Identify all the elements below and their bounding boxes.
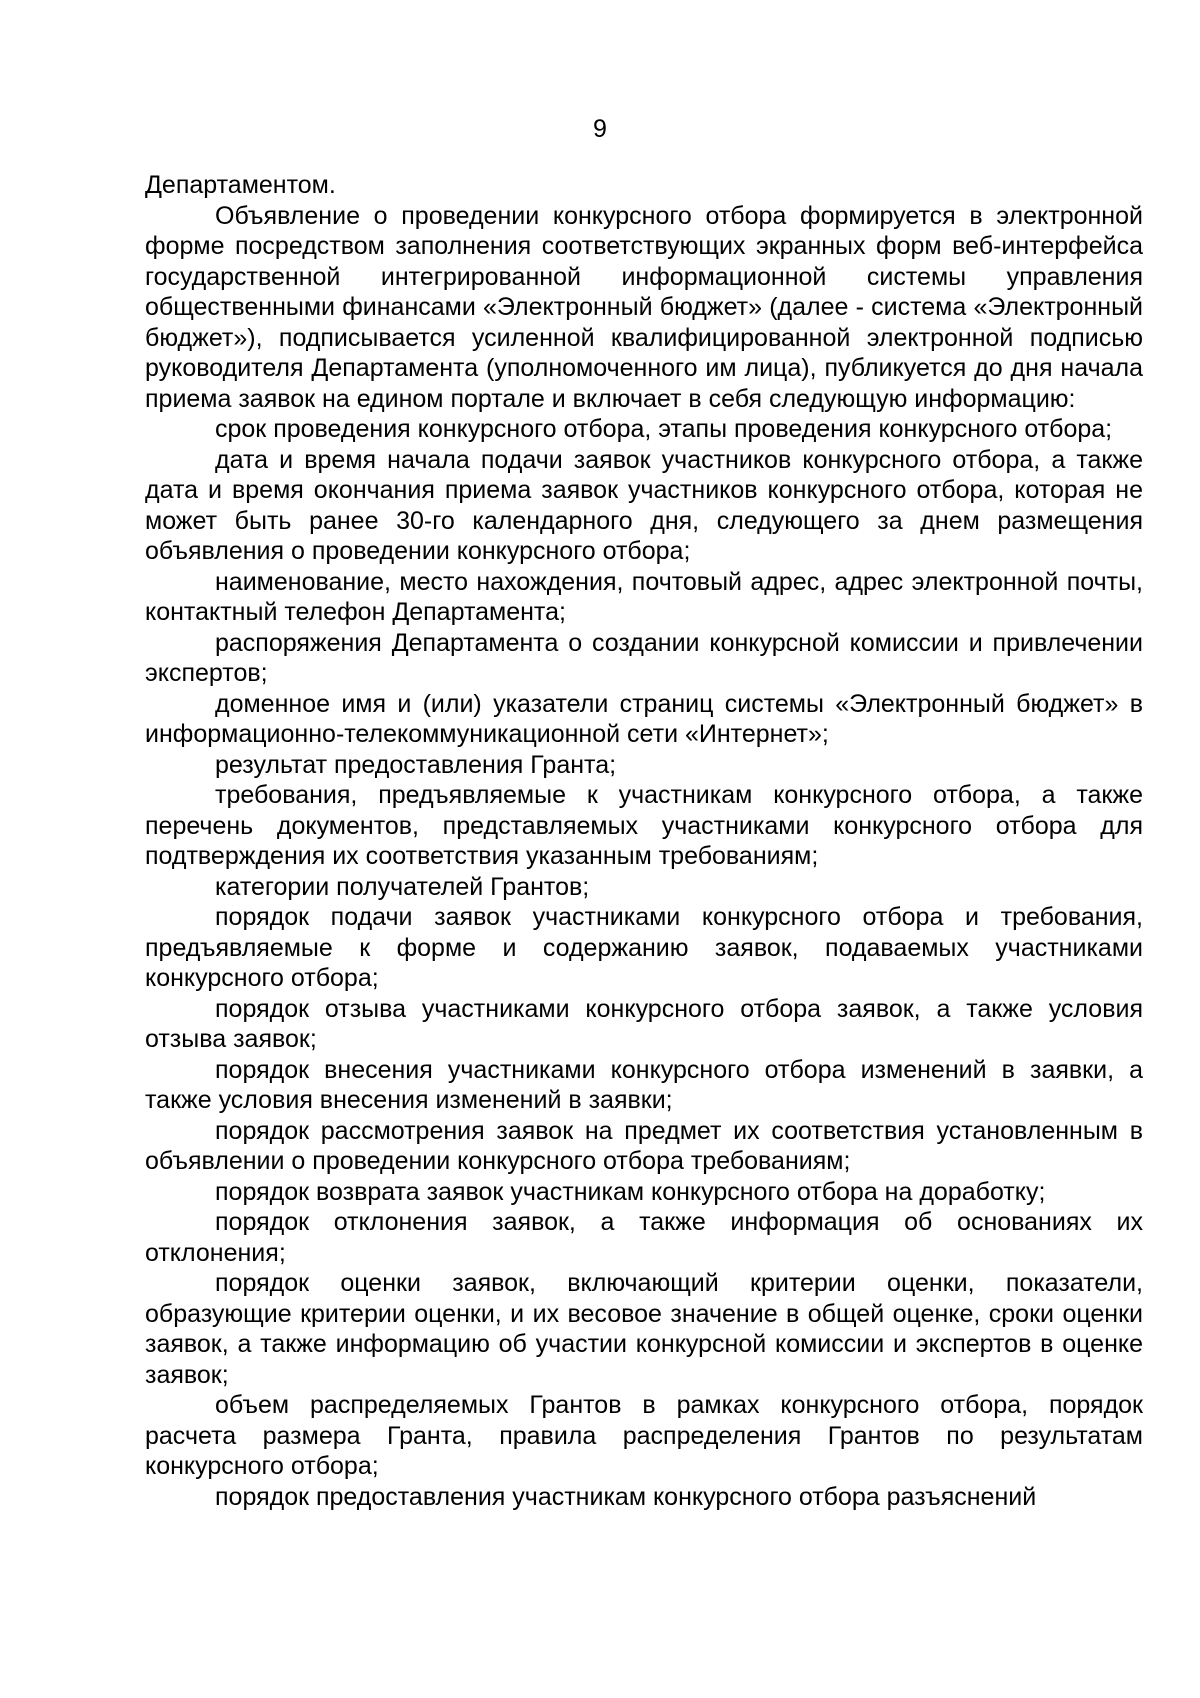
- list-item: порядок отклонения заявок, а также информация об основаниях их отклонения;: [145, 1208, 1143, 1267]
- list-item: объем распределяемых Грантов в рамках конкурсного отбора, порядок расчета размера Гранта, правила распределения Грантов по результатам конкурсного отбора;: [145, 1391, 1143, 1480]
- list-item: требования, предъявляемые к участникам конкурсного отбора, а также перечень документов, представляемых участниками конкурсного отбора для подтверждения их соответствия указанным требованиям;: [145, 781, 1143, 870]
- list-item: результат предоставления Гранта;: [215, 750, 617, 779]
- list-item: срок проведения конкурсного отбора, этапы проведения конкурсного отбора;: [215, 415, 1113, 443]
- list-item: распоряжения Департамента о создании конкурсной комиссии и привлечении экспертов;: [145, 628, 1143, 687]
- list-item: порядок оценки заявок, включающий критерии оценки, показатели, образующие критерии оценки, и их весовое значение в общей оценке, сроки оценки заявок, а также информацию об участии конкурсной комиссии и экспертов в оценке заявок;: [145, 1269, 1143, 1389]
- page-number: 9: [593, 115, 607, 143]
- document-body: [145, 170, 1143, 1512]
- list-item: порядок отзыва участниками конкурсного отбора заявок, а также условия отзыва заявок;: [145, 994, 1143, 1053]
- list-item: порядок предоставления участникам конкурсного отбора разъяснений: [215, 1482, 1037, 1511]
- list-item: категории получателей Грантов;: [215, 872, 590, 901]
- list-item: доменное имя и (или) указатели страниц системы «Электронный бюджет» в информационно-телекоммуникационной сети «Интернет»;: [145, 689, 1143, 748]
- list-item: наименование, место нахождения, почтовый адрес, адрес электронной почты, контактный телефон Департамента;: [145, 567, 1143, 626]
- paragraph-announcement: Объявление о проведении конкурсного отбора формируется в электронной форме посредством заполнения соответствующих экранных форм веб-интерфейса государственной интегрированной информационной системы управления общественными финансами «Электронный бюджет» (далее - система «Электронный бюджет»), подписывается усиленной квалифицированной электронной подписью руководителя Департамента (уполномоченного им лица), публикуется до дня начала приема заявок на едином портале и включает в себя следующую информацию:: [145, 201, 1143, 413]
- list-item: порядок рассмотрения заявок на предмет их соответствия установленным в объявлении о проведении конкурсного отбора требованиям;: [145, 1116, 1143, 1175]
- list-item: дата и время начала подачи заявок участников конкурсного отбора, а также дата и время окончания приема заявок участников конкурсного отбора, которая не может быть ранее 30-го календарного дня, следующего за днем размещения объявления о проведении конкурсного отбора;: [145, 445, 1143, 565]
- list-item: порядок подачи заявок участниками конкурсного отбора и требования, предъявляемые к форме и содержанию заявок, подаваемых участниками конкурсного отбора;: [145, 903, 1143, 992]
- list-item: порядок внесения участниками конкурсного отбора изменений в заявки, а также условия внесения изменений в заявки;: [145, 1055, 1143, 1114]
- paragraph-continuation: Департаментом.: [145, 171, 336, 199]
- list-item: порядок возврата заявок участникам конкурсного отбора на доработку;: [215, 1177, 1046, 1206]
